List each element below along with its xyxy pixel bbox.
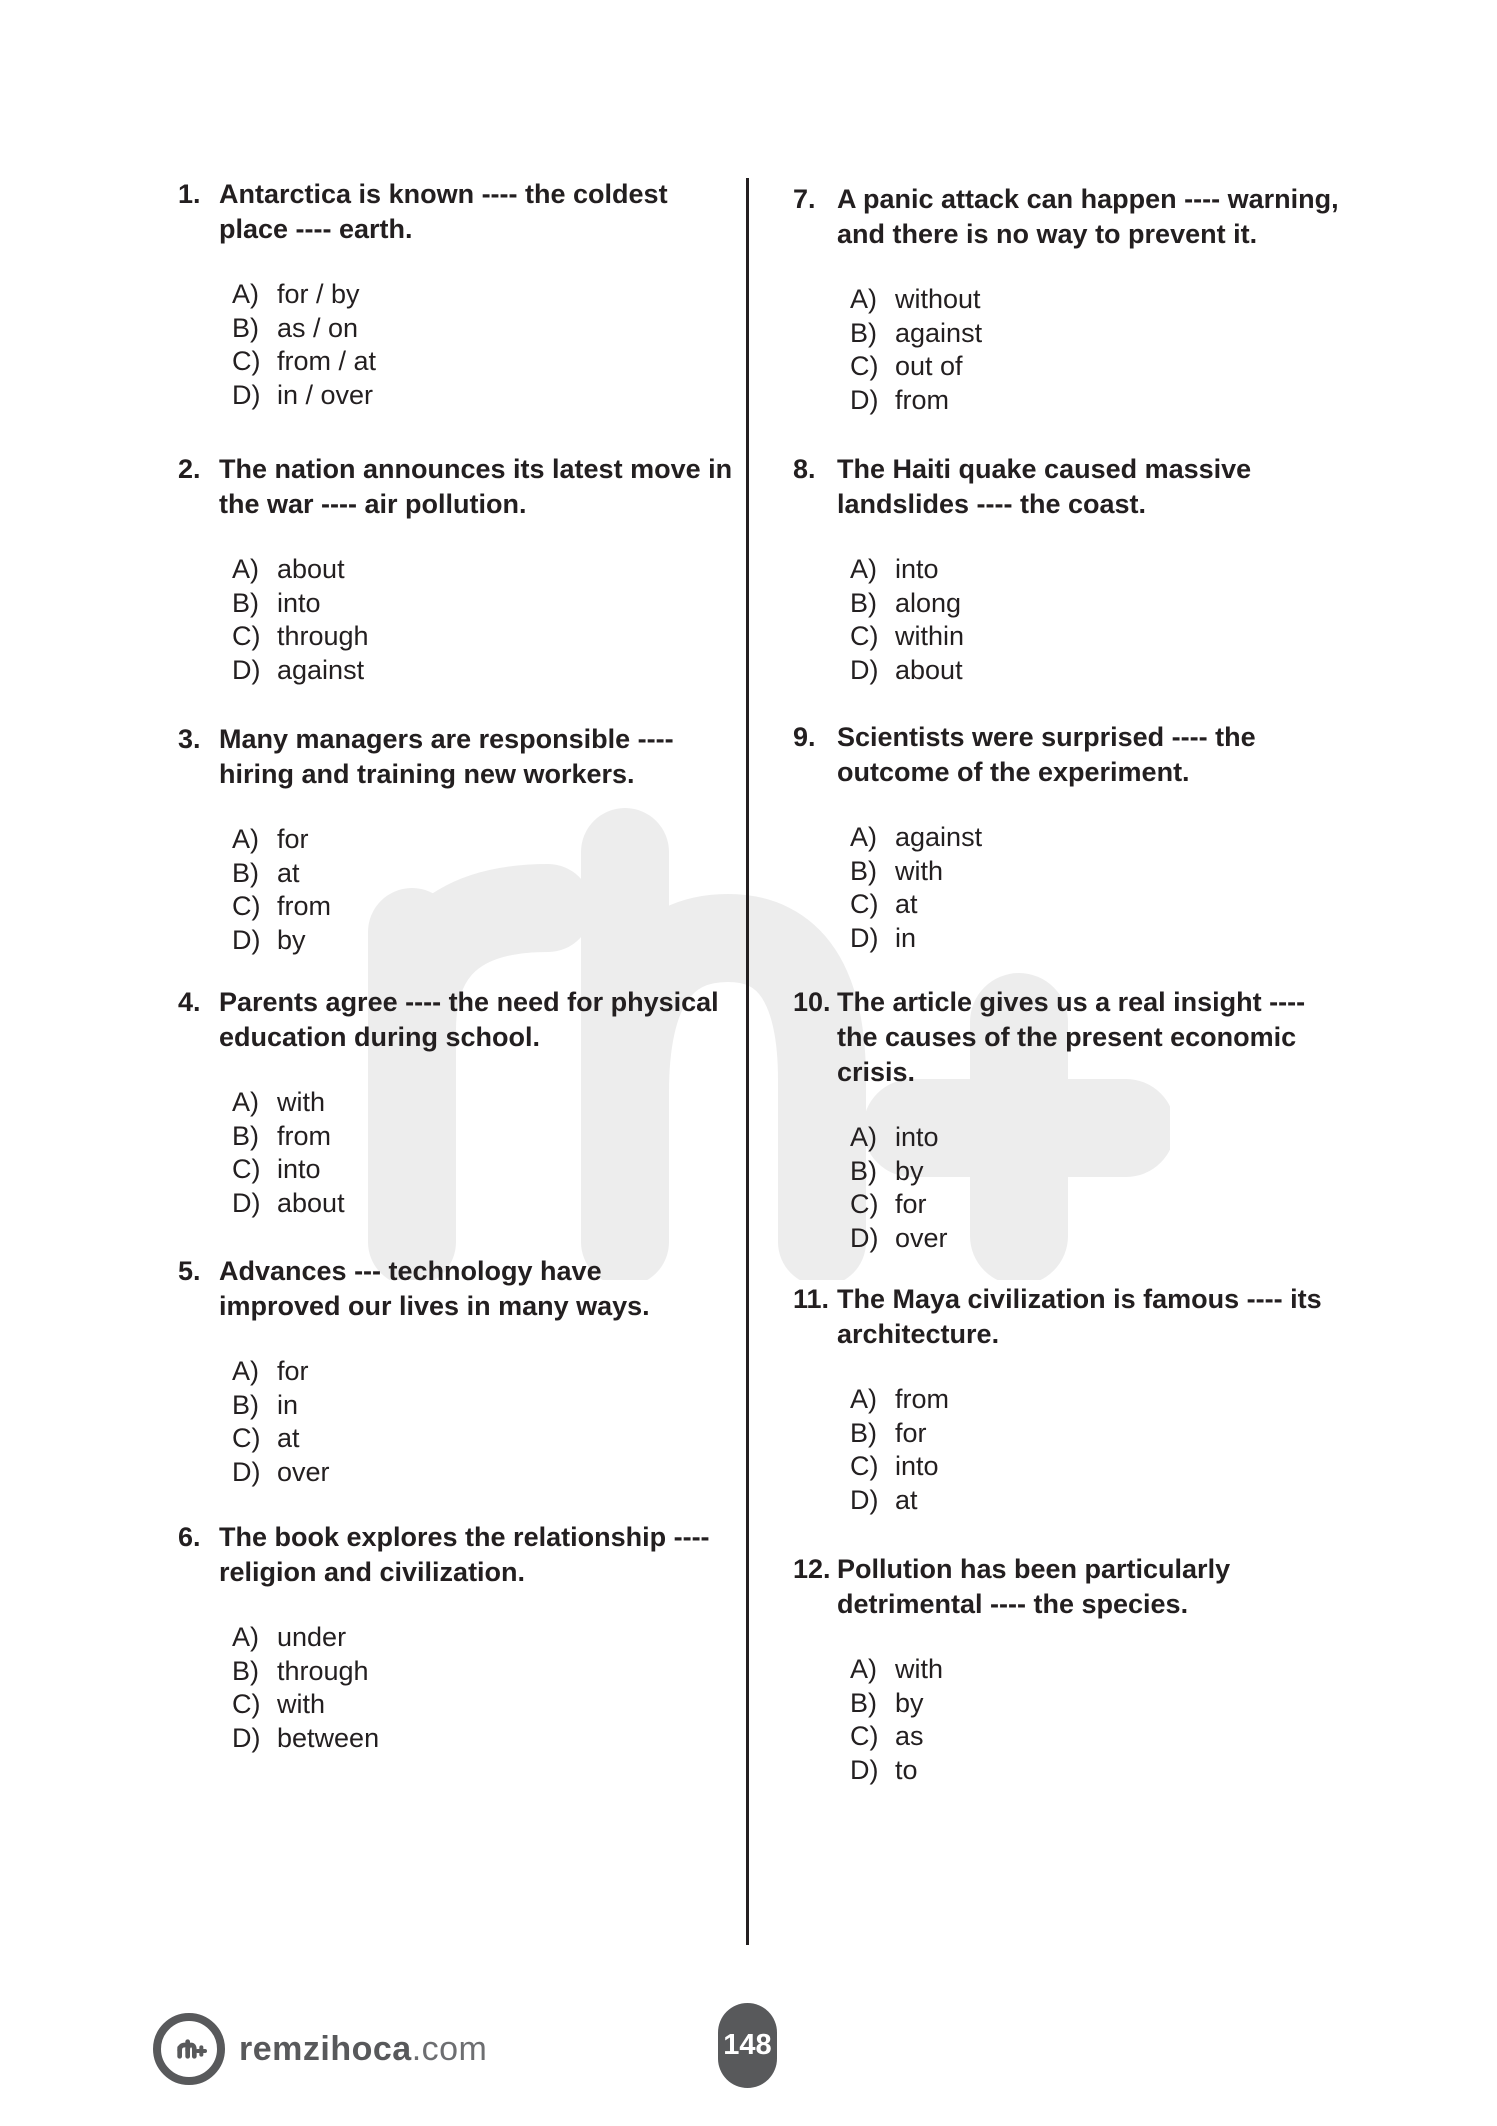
question-text: The book explores the relationship ----	[219, 1522, 710, 1552]
option-row	[850, 384, 1353, 418]
question-number: 3.	[178, 724, 201, 754]
option-text: over	[277, 1456, 330, 1487]
option-letter: C)	[850, 1189, 879, 1219]
option-row	[232, 1722, 683, 1756]
options-list	[793, 1121, 1353, 1255]
option-letter: B)	[850, 1687, 877, 1718]
question-number: 1.	[178, 179, 201, 209]
option-text: from	[895, 384, 949, 415]
option-letter: D)	[232, 1722, 261, 1753]
option-letter: C)	[232, 1154, 261, 1184]
options-list	[793, 1383, 1353, 1517]
question-text: religion and civilization.	[219, 1557, 526, 1587]
option-text: within	[895, 621, 965, 651]
option-row	[850, 1754, 1353, 1788]
option-letter: B)	[850, 587, 877, 618]
options-list	[793, 1653, 1353, 1787]
option-letter: D)	[232, 1187, 261, 1218]
question-number: 7.	[793, 184, 816, 214]
option-letter: C)	[232, 621, 261, 651]
option-letter: C)	[850, 1721, 879, 1751]
option-text: for	[895, 1417, 927, 1448]
option-letter: D)	[850, 922, 879, 953]
option-row	[232, 1621, 683, 1655]
option-text: at	[277, 857, 300, 888]
option-text: against	[895, 317, 983, 348]
option-text: in / over	[277, 379, 374, 410]
question-text: Many managers are responsible ----	[219, 724, 674, 754]
option-row	[232, 890, 683, 924]
option-row	[850, 350, 1353, 384]
option-text: into	[277, 587, 321, 618]
question-text: Advances --- technology have	[219, 1256, 602, 1286]
question-item	[793, 985, 1353, 1255]
question-number: 2.	[178, 454, 201, 484]
option-row	[850, 283, 1353, 317]
option-letter: D)	[850, 384, 879, 415]
question-text: The Maya civilization is famous ---- its	[837, 1284, 1322, 1314]
brand-logo	[153, 2013, 487, 2085]
question-text: hiring and training new workers.	[219, 759, 635, 789]
question-text: outcome of the experiment.	[837, 757, 1190, 787]
option-text: between	[277, 1722, 380, 1753]
option-row	[232, 278, 683, 312]
option-row	[232, 1688, 683, 1722]
question-text: and there is no way to prevent it.	[837, 219, 1258, 249]
option-text: about	[277, 554, 345, 584]
option-letter: A)	[232, 554, 259, 584]
option-row	[850, 1222, 1353, 1256]
option-row	[232, 1187, 683, 1221]
option-row	[232, 345, 683, 379]
options-list	[178, 553, 683, 687]
question-number: 9.	[793, 722, 816, 752]
option-letter: A)	[850, 822, 877, 852]
option-letter: A)	[232, 1356, 259, 1386]
question-item	[178, 1254, 683, 1489]
option-text: about	[895, 654, 963, 685]
option-row	[232, 379, 683, 413]
option-letter: C)	[232, 1689, 261, 1719]
question-item	[178, 1520, 710, 1755]
option-text: for / by	[277, 279, 360, 309]
question-number: 10.	[793, 987, 831, 1017]
option-text: under	[277, 1622, 347, 1652]
option-text: by	[277, 924, 306, 955]
option-row	[850, 1484, 1353, 1518]
option-letter: D)	[232, 654, 261, 685]
option-row	[850, 821, 1353, 855]
option-text: by	[895, 1687, 924, 1718]
option-text: through	[277, 1655, 369, 1686]
page-footer	[0, 1985, 1497, 2105]
question-text: detrimental ---- the species.	[837, 1589, 1189, 1619]
question-number: 5.	[178, 1256, 201, 1286]
question-number: 8.	[793, 454, 816, 484]
option-row	[850, 1450, 1353, 1484]
question-number: 12.	[793, 1554, 831, 1584]
option-row	[850, 1687, 1353, 1721]
option-row	[850, 855, 1353, 889]
question-text: place ---- earth.	[219, 214, 413, 244]
option-text: over	[895, 1222, 948, 1253]
option-text: with	[277, 1087, 326, 1117]
option-text: with	[895, 1654, 944, 1684]
option-row	[232, 553, 683, 587]
option-text: as	[895, 1721, 924, 1751]
option-text: from / at	[277, 346, 377, 376]
option-text: at	[895, 889, 918, 919]
option-text: as / on	[277, 312, 359, 343]
question-text: the causes of the present economic	[837, 1022, 1297, 1052]
option-letter: A)	[232, 279, 259, 309]
question-text: A panic attack can happen ---- warning,	[837, 184, 1339, 214]
question-item	[793, 182, 1353, 417]
option-letter: A)	[232, 1622, 259, 1652]
option-letter: D)	[232, 1456, 261, 1487]
option-row	[850, 1653, 1353, 1687]
option-text: into	[895, 554, 939, 584]
brand-name: remzihoca	[239, 2029, 412, 2068]
option-row	[232, 1120, 683, 1154]
option-row	[232, 1389, 683, 1423]
options-list	[178, 823, 683, 957]
option-text: to	[895, 1754, 918, 1785]
question-number: 4.	[178, 987, 201, 1017]
option-letter: C)	[850, 889, 879, 919]
option-text: into	[895, 1122, 939, 1152]
option-row	[232, 823, 683, 857]
option-text: from	[277, 891, 331, 921]
question-text: the war ---- air pollution.	[219, 489, 527, 519]
option-row	[232, 1153, 683, 1187]
option-row	[232, 312, 683, 346]
option-text: along	[895, 587, 962, 618]
option-text: about	[277, 1187, 345, 1218]
option-letter: B)	[232, 1389, 259, 1420]
question-item	[793, 1282, 1353, 1517]
options-list	[793, 821, 1353, 955]
page-number: 148	[723, 2029, 772, 2061]
option-text: at	[277, 1423, 300, 1453]
options-list	[178, 278, 683, 412]
option-letter: B)	[850, 1417, 877, 1448]
option-row	[232, 1655, 683, 1689]
option-row	[850, 620, 1353, 654]
option-letter: D)	[850, 1754, 879, 1785]
option-letter: B)	[850, 1155, 877, 1186]
option-text: from	[277, 1120, 331, 1151]
option-letter: A)	[850, 554, 877, 584]
option-letter: B)	[232, 1655, 259, 1686]
question-text: crisis.	[837, 1057, 916, 1087]
option-letter: A)	[850, 284, 877, 314]
question-item	[793, 720, 1353, 955]
option-row	[850, 587, 1353, 621]
option-row	[850, 888, 1353, 922]
option-letter: B)	[232, 312, 259, 343]
brand-text	[239, 2030, 487, 2069]
question-text: Pollution has been particularly	[837, 1554, 1231, 1584]
question-text: Scientists were surprised ---- the	[837, 722, 1256, 752]
option-row	[850, 654, 1353, 688]
option-row	[232, 1355, 683, 1389]
option-row	[232, 1456, 683, 1490]
option-letter: B)	[232, 857, 259, 888]
option-letter: A)	[232, 1087, 259, 1117]
question-text: architecture.	[837, 1319, 1000, 1349]
option-text: at	[895, 1484, 918, 1515]
question-item	[793, 452, 1353, 687]
option-letter: D)	[850, 1222, 879, 1253]
option-text: into	[895, 1451, 939, 1481]
options-list	[793, 553, 1353, 687]
option-row	[850, 922, 1353, 956]
question-text: education during school.	[219, 1022, 541, 1052]
option-text: for	[277, 1356, 309, 1386]
option-letter: C)	[232, 891, 261, 921]
question-text: Parents agree ---- the need for physical	[219, 987, 719, 1017]
option-letter: A)	[850, 1384, 877, 1414]
option-letter: C)	[850, 351, 879, 381]
option-row	[232, 1086, 683, 1120]
option-row	[850, 1720, 1353, 1754]
option-text: from	[895, 1384, 949, 1414]
option-letter: D)	[232, 379, 261, 410]
option-row	[232, 620, 683, 654]
option-letter: D)	[850, 1484, 879, 1515]
option-text: in	[895, 922, 917, 953]
option-text: with	[895, 855, 944, 886]
question-number: 6.	[178, 1522, 201, 1552]
option-letter: D)	[850, 654, 879, 685]
question-item	[178, 177, 683, 412]
option-text: out of	[895, 351, 963, 381]
question-text: landslides ---- the coast.	[837, 489, 1147, 519]
option-text: against	[277, 654, 365, 685]
option-row	[232, 587, 683, 621]
option-letter: B)	[850, 855, 877, 886]
column-divider	[746, 178, 749, 1945]
page-number-badge	[718, 2003, 777, 2088]
option-letter: A)	[850, 1654, 877, 1684]
rh-logo-icon	[153, 2013, 225, 2085]
option-letter: B)	[850, 317, 877, 348]
question-text: Antarctica is known ---- the coldest	[219, 179, 668, 209]
question-item	[178, 985, 719, 1220]
option-row	[232, 654, 683, 688]
option-letter: B)	[232, 1120, 259, 1151]
options-list	[178, 1621, 683, 1755]
option-text: through	[277, 621, 369, 651]
option-letter: C)	[850, 1451, 879, 1481]
option-letter: C)	[232, 1423, 261, 1453]
options-list	[178, 1086, 683, 1220]
option-text: into	[277, 1154, 321, 1184]
option-row	[232, 924, 683, 958]
option-row	[850, 1121, 1353, 1155]
option-row	[232, 857, 683, 891]
question-text: The nation announces its latest move in	[219, 454, 733, 484]
option-row	[850, 1417, 1353, 1451]
option-row	[850, 1188, 1353, 1222]
option-row	[850, 553, 1353, 587]
question-item	[793, 1552, 1353, 1787]
option-row	[850, 317, 1353, 351]
option-text: for	[277, 824, 309, 854]
option-letter: D)	[232, 924, 261, 955]
brand-tld: .com	[411, 2029, 488, 2068]
question-item	[178, 722, 683, 957]
option-letter: C)	[232, 346, 261, 376]
options-list	[793, 283, 1353, 417]
option-row	[850, 1383, 1353, 1417]
question-text: The article gives us a real insight ----	[837, 987, 1306, 1017]
option-text: with	[277, 1689, 326, 1719]
question-text: improved our lives in many ways.	[219, 1291, 650, 1321]
option-letter: B)	[232, 587, 259, 618]
question-text: The Haiti quake caused massive	[837, 454, 1252, 484]
option-row	[850, 1155, 1353, 1189]
question-item	[178, 452, 733, 687]
option-text: for	[895, 1189, 927, 1219]
question-number: 11.	[793, 1284, 830, 1314]
option-row	[232, 1422, 683, 1456]
option-text: against	[895, 822, 983, 852]
option-text: by	[895, 1155, 924, 1186]
option-text: in	[277, 1389, 299, 1420]
option-text: without	[895, 284, 981, 314]
option-letter: A)	[850, 1122, 877, 1152]
option-letter: A)	[232, 824, 259, 854]
option-letter: C)	[850, 621, 879, 651]
options-list	[178, 1355, 683, 1489]
